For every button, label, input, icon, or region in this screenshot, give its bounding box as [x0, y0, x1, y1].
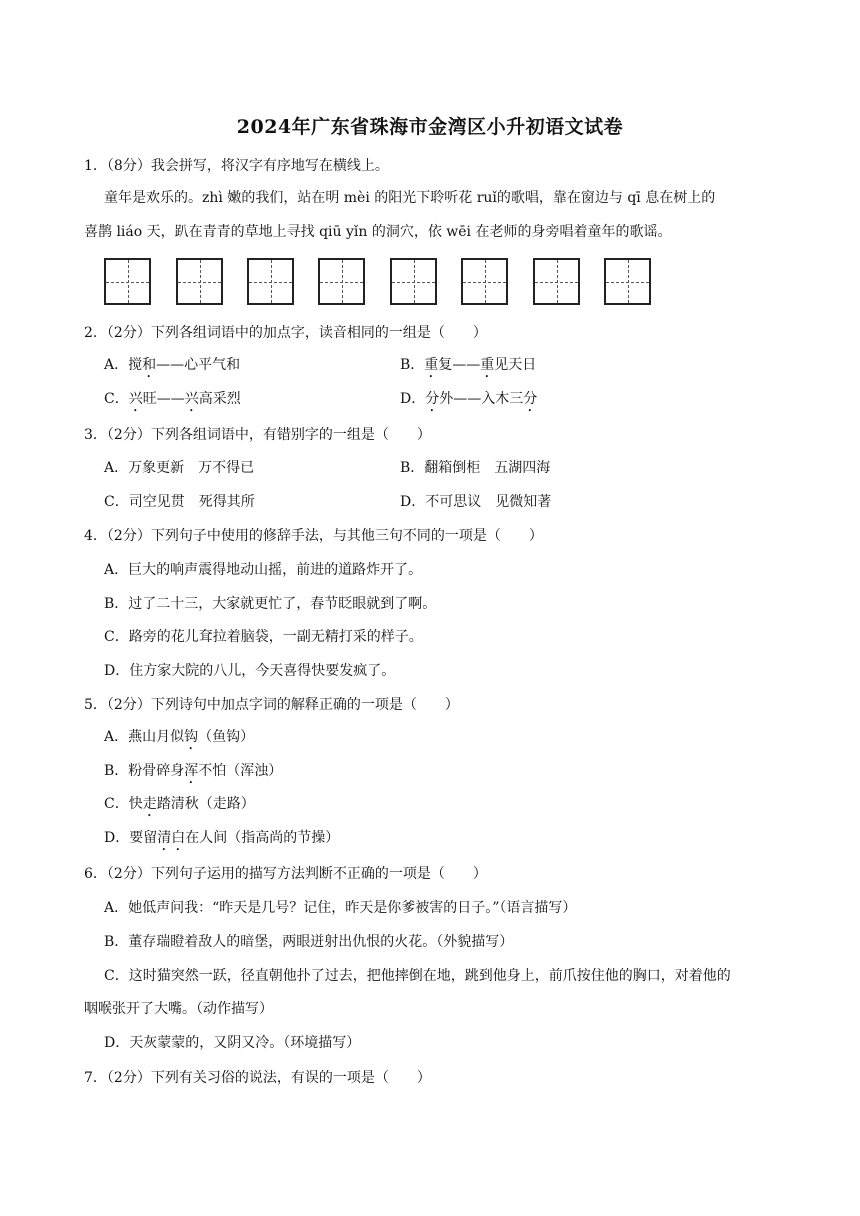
- option-text: 踏清秋（走路）: [156, 796, 255, 812]
- dotted-char: 兴: [128, 391, 143, 407]
- writing-cell[interactable]: [604, 258, 651, 305]
- question-3-option-a: A．万象更新 万不得已: [104, 460, 255, 476]
- dotted-char: 和: [142, 357, 157, 373]
- question-6-option-a: A．她低声问我：“昨天是几号？记住，昨天是你爹被害的日子。”（语言描写）: [104, 900, 577, 916]
- question-7-stem: 7．（2分）下列有关习俗的说法，有误的一项是（ ）: [84, 1070, 431, 1086]
- question-6-option-c-line-2: 咽喉张开了大嘴。（动作描写）: [84, 1001, 273, 1017]
- option-text: A．搅: [104, 357, 143, 373]
- question-5-option-c: [104, 794, 255, 820]
- writing-cell[interactable]: [247, 258, 294, 305]
- option-text: D．要留: [104, 830, 158, 846]
- question-6-stem: 6．（2分）下列句子运用的描写方法判断不正确的一项是（ ）: [84, 866, 487, 882]
- option-text: B．粉骨碎身: [104, 763, 185, 779]
- question-1-passage-line-2: 喜鹊 liáo 天，趴在青青的草地上寻找 qiū yǐn 的洞穴，依 wēi 在老师的身旁唱着童年的歌谣。: [84, 224, 672, 240]
- question-4-option-a: A．巨大的响声震得地动山摇，前进的道路炸开了。: [104, 562, 423, 578]
- option-text: 和: [226, 357, 241, 373]
- dotted-char: 钩: [184, 729, 199, 745]
- writing-cell[interactable]: [176, 258, 223, 305]
- dotted-char: 重: [480, 357, 495, 373]
- writing-cell[interactable]: [318, 258, 365, 305]
- option-text: ——心平气: [156, 357, 227, 373]
- question-2-option-d: [400, 389, 537, 415]
- option-text: 在人间（指高尚的节操）: [185, 830, 340, 846]
- question-3-option-b: B．翻箱倒柜 五湖四海: [400, 460, 551, 476]
- question-4-option-b: B．过了二十三，大家就更忙了，春节眨眼就到了啊。: [104, 596, 437, 612]
- option-text: 旺——: [142, 391, 185, 407]
- question-5-option-d: [104, 828, 339, 854]
- option-text: 外——入木三: [439, 391, 524, 407]
- question-3-option-d: D．不可思议 见微知著: [400, 494, 552, 510]
- dotted-char: 走: [142, 796, 157, 812]
- dotted-char: 清白: [157, 830, 186, 846]
- writing-cell[interactable]: [390, 258, 437, 305]
- question-3-stem: 3．（2分）下列各组词语中，有错别字的一组是（ ）: [84, 427, 431, 443]
- option-text: B．: [400, 357, 425, 373]
- question-2-stem: 2．（2分）下列各组词语中的加点字，读音相同的一组是（ ）: [84, 325, 487, 341]
- question-4-option-c: C．路旁的花儿耷拉着脑袋，一副无精打采的样子。: [104, 629, 423, 645]
- question-2-option-c: [104, 389, 241, 415]
- question-5-stem: 5．（2分）下列诗句中加点字词的解释正确的一项是（ ）: [84, 697, 459, 713]
- option-text: 高采烈: [198, 391, 241, 407]
- writing-cell[interactable]: [461, 258, 508, 305]
- option-text: 复——: [438, 357, 481, 373]
- question-4-option-d: D．住方家大院的八儿，今天喜得快要发疯了。: [104, 663, 396, 679]
- question-6-option-b: B．董存瑞瞪着敌人的暗堡，两眼迸射出仇恨的火花。（外貌描写）: [104, 934, 514, 950]
- dotted-char: 重: [424, 357, 439, 373]
- writing-cell[interactable]: [104, 258, 151, 305]
- question-6-option-d: D．天灰蒙蒙的，又阴又冷。（环境描写）: [104, 1035, 361, 1051]
- option-text: 见天日: [494, 357, 537, 373]
- dotted-char: 分: [523, 391, 538, 407]
- question-1-stem: 1．（8分）我会拼写，将汉字有序地写在横线上。: [84, 158, 389, 174]
- option-text: （鱼钩）: [198, 729, 255, 745]
- dotted-char: 兴: [184, 391, 199, 407]
- dotted-char: 浑: [184, 763, 199, 779]
- question-6-option-c-line-1: C．这时猫突然一跃，径直朝他扑了过去，把他摔倒在地，跳到他身上，前爪按住他的胸口，对着他的: [104, 968, 731, 984]
- question-5-option-b: [104, 761, 282, 787]
- writing-cell[interactable]: [533, 258, 580, 305]
- writing-grid: [104, 258, 664, 310]
- option-text: C．: [104, 391, 129, 407]
- option-text: D．: [400, 391, 426, 407]
- option-text: C．快: [104, 796, 143, 812]
- question-2-option-b: [400, 355, 536, 381]
- option-text: 不怕（浑浊）: [198, 763, 283, 779]
- question-4-stem: 4．（2分）下列句子中使用的修辞手法，与其他三句不同的一项是（ ）: [84, 528, 543, 544]
- question-5-option-a: [104, 727, 254, 753]
- question-3-option-c: C．司空见贯 死得其所: [104, 494, 255, 510]
- dotted-char: 分: [425, 391, 440, 407]
- question-2-option-a: [104, 355, 240, 381]
- question-1-passage-line-1: 童年是欢乐的。zhì 嫩的我们，站在明 mèi 的阳光下聆听花 ruǐ的歌唱，靠在窗边与 qī 息在树上的: [104, 190, 716, 206]
- page-title: 2024年广东省珠海市金湾区小升初语文试卷: [236, 116, 624, 138]
- option-text: A．燕山月似: [104, 729, 185, 745]
